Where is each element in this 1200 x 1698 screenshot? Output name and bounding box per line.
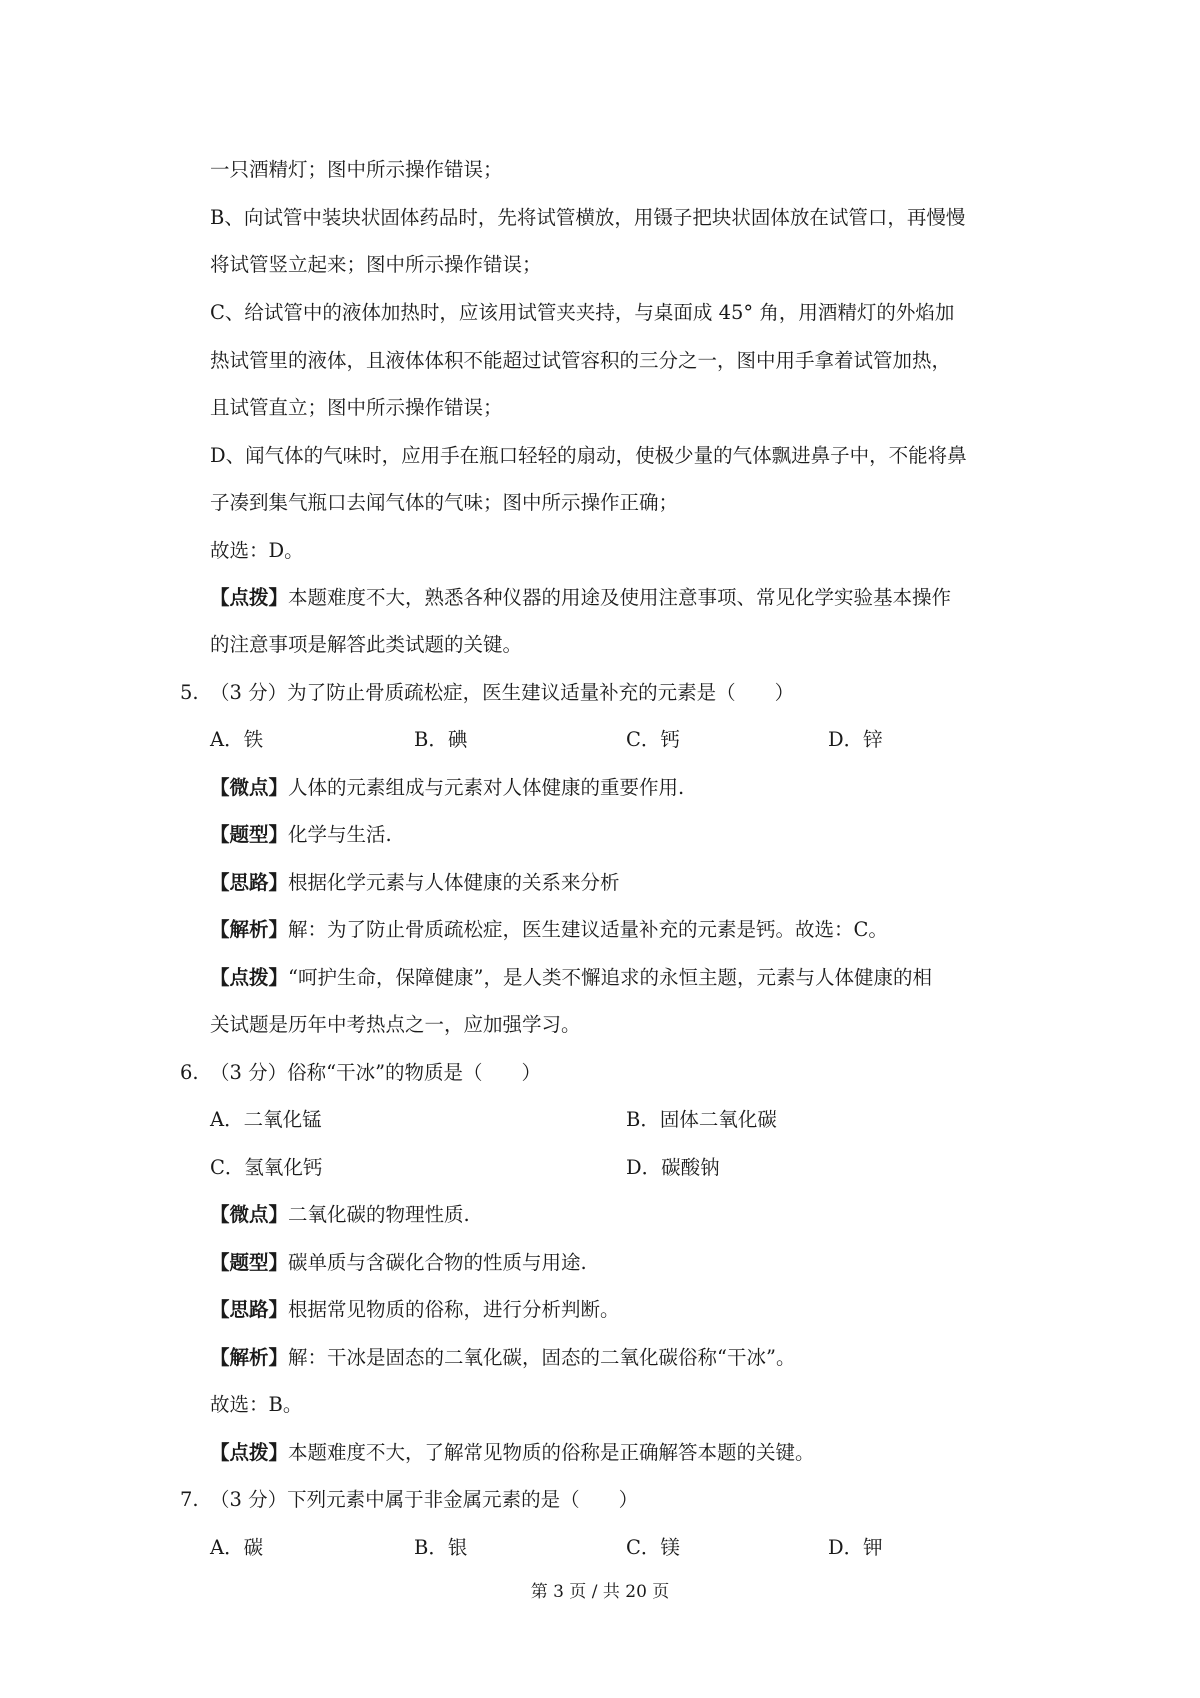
prev-line-5: 热试管里的液体，且液体体积不能超过试管容积的三分之一，图中用手拿着试管加热， (210, 349, 952, 372)
q5-tixing (210, 821, 392, 849)
q7-option-c: C．镁 (626, 1536, 680, 1559)
prev-line-3: 将试管竖立起来；图中所示操作错误； (210, 253, 542, 276)
question-number: 5. (180, 681, 199, 704)
question-6-stem (180, 1059, 541, 1087)
q7-option-d: D．钾 (828, 1536, 883, 1559)
q6-silu (210, 1296, 620, 1324)
question-5-stem (180, 679, 794, 707)
question-number: 6. (180, 1061, 199, 1084)
dianbo-tag: 【点拨】 (210, 586, 289, 609)
jiexi-text: 解：干冰是固态的二氧化碳，固态的二氧化碳俗称“干冰”。 (288, 1346, 796, 1369)
question-number: 7. (180, 1488, 199, 1511)
question-text: （3 分）为了防止骨质疏松症，医生建议适量补充的元素是（ ） (210, 681, 795, 704)
silu-tag: 【思路】 (210, 1298, 289, 1321)
jiexi-tag: 【解析】 (210, 1346, 289, 1369)
prev-line-2: B、向试管中装块状固体药品时，先将试管横放，用镊子把块状固体放在试管口，再慢慢 (210, 206, 966, 229)
q6-jiexi (210, 1344, 795, 1372)
tixing-tag: 【题型】 (210, 1251, 289, 1274)
q7-option-b: B．银 (414, 1536, 468, 1559)
prev-dianbo (210, 584, 951, 612)
jiexi-text: 解：为了防止骨质疏松症，医生建议适量补充的元素是钙。故选：C。 (288, 918, 888, 941)
q6-option-a: A．二氧化锰 (210, 1108, 322, 1131)
weidian-tag: 【微点】 (210, 1203, 289, 1226)
jiexi-tag: 【解析】 (210, 918, 289, 941)
dianbo-text: “呵护生命，保障健康”，是人类不懈追求的永恒主题，元素与人体健康的相 (288, 966, 932, 989)
dianbo-text: 本题难度不大，了解常见物质的俗称是正确解答本题的关键。 (288, 1441, 815, 1464)
q6-weidian (210, 1201, 470, 1229)
q5-option-a: A．铁 (210, 728, 264, 751)
q5-jiexi (210, 916, 888, 944)
prev-line-6: 且试管直立；图中所示操作错误； (210, 396, 503, 419)
q6-dianbo (210, 1439, 815, 1467)
question-text: （3 分）下列元素中属于非金属元素的是（ ） (210, 1488, 639, 1511)
dianbo-tag: 【点拨】 (210, 1441, 289, 1464)
weidian-tag: 【微点】 (210, 776, 289, 799)
prev-line-4: C、给试管中的液体加热时，应该用试管夹夹持，与桌面成 45° 角，用酒精灯的外焰加 (210, 301, 955, 324)
q5-option-c: C．钙 (626, 728, 680, 751)
prev-dianbo-cont: 的注意事项是解答此类试题的关键。 (210, 633, 523, 656)
dianbo-text: 本题难度不大，熟悉各种仪器的用途及使用注意事项、常见化学实验基本操作 (288, 586, 952, 609)
q6-answer: 故选：B。 (210, 1393, 303, 1416)
q7-option-a: A．碳 (210, 1536, 264, 1559)
question-text: （3 分）俗称“干冰”的物质是（ ） (210, 1061, 542, 1084)
q6-option-c: C．氢氧化钙 (210, 1156, 323, 1179)
question-7-stem (180, 1486, 638, 1514)
q6-tixing (210, 1249, 587, 1277)
q5-silu (210, 869, 620, 897)
q5-dianbo (210, 964, 932, 992)
silu-tag: 【思路】 (210, 871, 289, 894)
page-footer: 第 3 页 / 共 20 页 (530, 1582, 670, 1602)
q5-option-b: B．碘 (414, 728, 468, 751)
weidian-text: 人体的元素组成与元素对人体健康的重要作用. (288, 776, 685, 799)
prev-answer: 故选：D。 (210, 539, 304, 562)
tixing-tag: 【题型】 (210, 823, 289, 846)
dianbo-tag: 【点拨】 (210, 966, 289, 989)
q5-weidian (210, 774, 684, 802)
weidian-text: 二氧化碳的物理性质. (288, 1203, 470, 1226)
q5-dianbo-cont: 关试题是历年中考热点之一，应加强学习。 (210, 1013, 581, 1036)
silu-text: 根据常见物质的俗称，进行分析判断。 (288, 1298, 620, 1321)
prev-line-8: 子凑到集气瓶口去闻气体的气味；图中所示操作正确； (210, 491, 679, 514)
silu-text: 根据化学元素与人体健康的关系来分析 (288, 871, 620, 894)
q6-option-d: D．碳酸钠 (626, 1156, 720, 1179)
tixing-text: 碳单质与含碳化合物的性质与用途. (288, 1251, 587, 1274)
prev-line-1: 一只酒精灯；图中所示操作错误； (210, 158, 503, 181)
q6-option-b: B．固体二氧化碳 (626, 1108, 777, 1131)
prev-line-7: D、闻气体的气味时，应用手在瓶口轻轻的扇动，使极少量的气体飘进鼻子中，不能将鼻 (210, 444, 967, 467)
tixing-text: 化学与生活. (288, 823, 392, 846)
q5-option-d: D．锌 (828, 728, 883, 751)
